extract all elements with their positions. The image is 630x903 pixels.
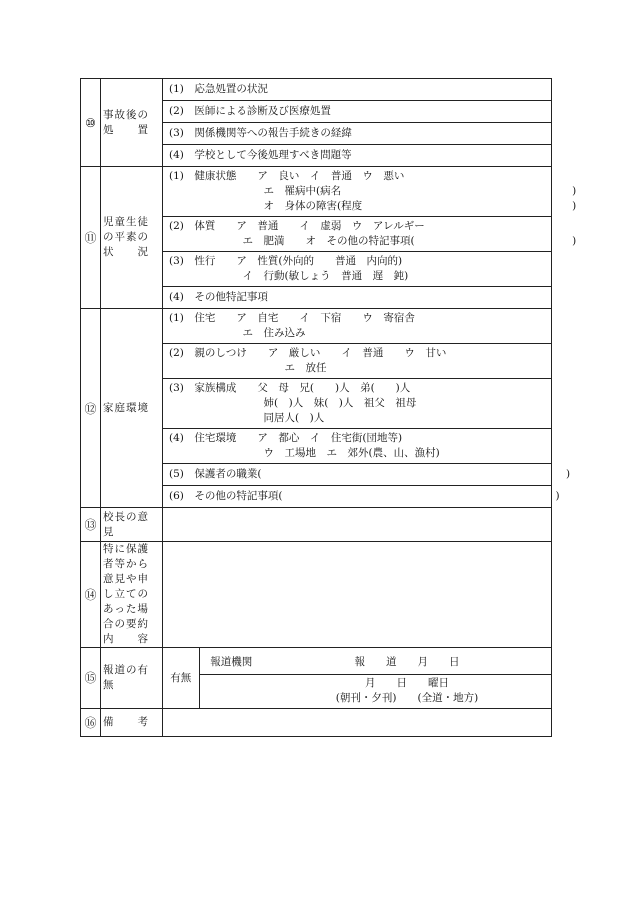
press-edition-line: (朝刊・夕刊) (全道・地方) [335,692,479,705]
section-15-number: ⑮ [81,648,101,709]
press-date-header: 報 道 月 日 [263,648,551,675]
section-12-item-2[interactable]: (2) 親のしつけ ア 厳しい イ 普通 ウ 甘い エ 放任 [163,344,552,379]
section-14-number: ⑭ [81,542,101,648]
section-14-label: 特に保護 者等から 意見や申 し立ての あった場 合の要約 内 容 [101,542,163,648]
section-12-number: ⑫ [81,309,101,508]
section-10-number: ⑩ [81,79,101,167]
has-or-not-label: 有無 [163,648,199,708]
section-10-item-4[interactable]: (4) 学校として今後処理すべき問題等 [163,145,552,167]
section-11-item-2[interactable]: (2) 体質 ア 普通 イ 虚弱 ウ アレルギー エ 肥満 オ その他の特記事項( ) [163,217,552,252]
section-10-label: 事故後の 処 置 [101,79,163,167]
section-15-label: 報道の有 無 [101,648,163,709]
section-12-item-4[interactable]: (4) 住宅環境 ア 都心 イ 住宅街(団地等) ウ 工場地 エ 郊外(農、山、漁村) [163,429,552,464]
press-agency-header: 報道機関 [199,648,263,675]
report-form-table [80,78,577,737]
section-16-input[interactable] [163,708,552,736]
section-12-label: 家庭環境 [101,309,163,508]
section-10-item-2[interactable]: (2) 医師による診断及び医療処置 [163,101,552,123]
section-16-label: 備 考 [101,708,163,736]
section-13-label: 校長の意 見 [101,508,163,542]
section-11-item-3[interactable]: (3) 性行 ア 性質(外向的 普通 内向的) イ 行動(敏しょう 普通 遅 鈍) [163,252,552,287]
report-inner-table [163,648,551,708]
section-13-input[interactable] [163,508,552,542]
section-12-item-3[interactable]: (3) 家族構成 父 母 兄( )人 弟( )人 姉( )人 妹( )人 祖父 祖母 同居人( )人 [163,379,552,429]
section-11-number: ⑪ [81,167,101,309]
section-11-item-4[interactable]: (4) その他特記事項 [163,287,552,309]
section-10-item-3[interactable]: (3) 関係機関等への報告手続きの経緯 [163,123,552,145]
section-12-item-6[interactable]: (6) その他の特記事項( ) [163,486,552,508]
section-16-number: ⑯ [81,708,101,736]
section-13-number: ⑬ [81,508,101,542]
press-date-line: 月 日 曜日 [365,677,449,690]
section-15-report-block [163,648,552,709]
press-date-cell[interactable] [263,675,551,708]
section-12-item-5[interactable]: (5) 保護者の職業( ) [163,464,552,486]
section-12-item-1[interactable]: (1) 住宅 ア 自宅 イ 下宿 ウ 寄宿舎 エ 住み込み [163,309,552,344]
section-11-label: 児童生徒 の平素の 状 況 [101,167,163,309]
press-agency-input[interactable] [199,675,263,708]
section-10-item-1[interactable]: (1) 応急処置の状況 [163,79,552,101]
section-11-item-1[interactable]: (1) 健康状態 ア 良い イ 普通 ウ 悪い エ 罹病中(病名 ) オ 身体の障害(程度 ) [163,167,552,217]
section-14-input[interactable] [163,542,552,648]
